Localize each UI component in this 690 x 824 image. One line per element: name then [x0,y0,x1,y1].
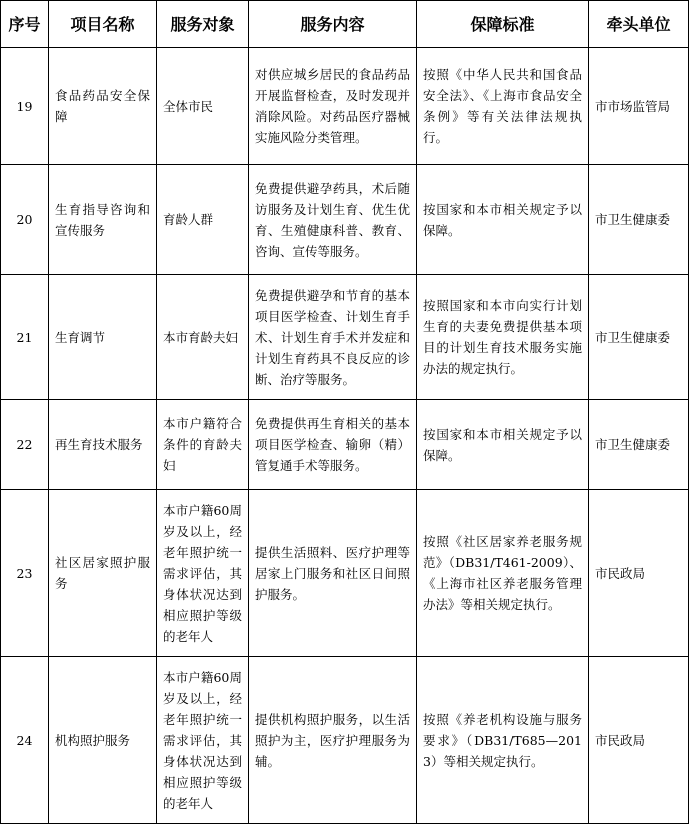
project-name: 食品药品安全保障 [49,48,157,165]
row-number: 20 [1,165,49,275]
project-name: 再生育技术服务 [49,400,157,490]
service-target: 本市户籍符合条件的育龄夫妇 [157,400,249,490]
lead-unit: 市市场监管局 [589,48,689,165]
project-name: 机构照护服务 [49,657,157,824]
service-target: 本市育龄夫妇 [157,275,249,400]
lead-unit: 市民政局 [589,657,689,824]
table-row [1,275,689,400]
service-content: 提供生活照料、医疗护理等居家上门服务和社区日间照护服务。 [249,490,417,657]
guarantee-standard: 按国家和本市相关规定予以保障。 [417,165,589,275]
row-number: 23 [1,490,49,657]
header-lead-unit: 牵头单位 [589,1,689,48]
table-row [1,657,689,824]
guarantee-standard: 按国家和本市相关规定予以保障。 [417,400,589,490]
guarantee-standard: 按照国家和本市向实行计划生育的夫妻免费提供基本项目的计划生育技术服务实施办法的规定执行。 [417,275,589,400]
table-row [1,400,689,490]
header-service-target: 服务对象 [157,1,249,48]
header-project-name: 项目名称 [49,1,157,48]
service-target: 本市户籍60周岁及以上，经老年照护统一需求评估，其身体状况达到相应照护等级的老年人 [157,657,249,824]
service-content: 提供机构照护服务，以生活照护为主，医疗护理服务为辅。 [249,657,417,824]
service-content: 免费提供避孕药具，术后随访服务及计划生育、优生优育、生殖健康科普、教育、咨询、宣传等服务。 [249,165,417,275]
row-number: 24 [1,657,49,824]
header-standard: 保障标准 [417,1,589,48]
row-number: 19 [1,48,49,165]
lead-unit: 市卫生健康委 [589,165,689,275]
guarantee-standard: 按照《社区居家养老服务规范》（DB31/T461-2009）、《上海市社区养老服务管理办法》等相关规定执行。 [417,490,589,657]
project-name: 生育指导咨询和宣传服务 [49,165,157,275]
table-row [1,165,689,275]
header-service-content: 服务内容 [249,1,417,48]
header-number: 序号 [1,1,49,48]
service-target: 本市户籍60周岁及以上，经老年照护统一需求评估，其身体状况达到相应照护等级的老年人 [157,490,249,657]
guarantee-standard: 按照《中华人民共和国食品安全法》、《上海市食品安全条例》等有关法律法规执行。 [417,48,589,165]
guarantee-standard: 按照《养老机构设施与服务要求》（DB31/T685—2013）等相关规定执行。 [417,657,589,824]
project-name: 生育调节 [49,275,157,400]
service-target: 全体市民 [157,48,249,165]
service-target: 育龄人群 [157,165,249,275]
lead-unit: 市民政局 [589,490,689,657]
table-row [1,48,689,165]
service-content: 免费提供再生育相关的基本项目医学检查、输卵（精）管复通手术等服务。 [249,400,417,490]
service-content: 免费提供避孕和节育的基本项目医学检查、计划生育手术、计划生育手术并发症和计划生育药具不良反应的诊断、治疗等服务。 [249,275,417,400]
project-name: 社区居家照护服务 [49,490,157,657]
service-content: 对供应城乡居民的食品药品开展监督检查，及时发现并消除风险。对药品医疗器械实施风险分类管理。 [249,48,417,165]
table-row [1,490,689,657]
lead-unit: 市卫生健康委 [589,275,689,400]
lead-unit: 市卫生健康委 [589,400,689,490]
header-row [1,1,689,48]
row-number: 22 [1,400,49,490]
row-number: 21 [1,275,49,400]
